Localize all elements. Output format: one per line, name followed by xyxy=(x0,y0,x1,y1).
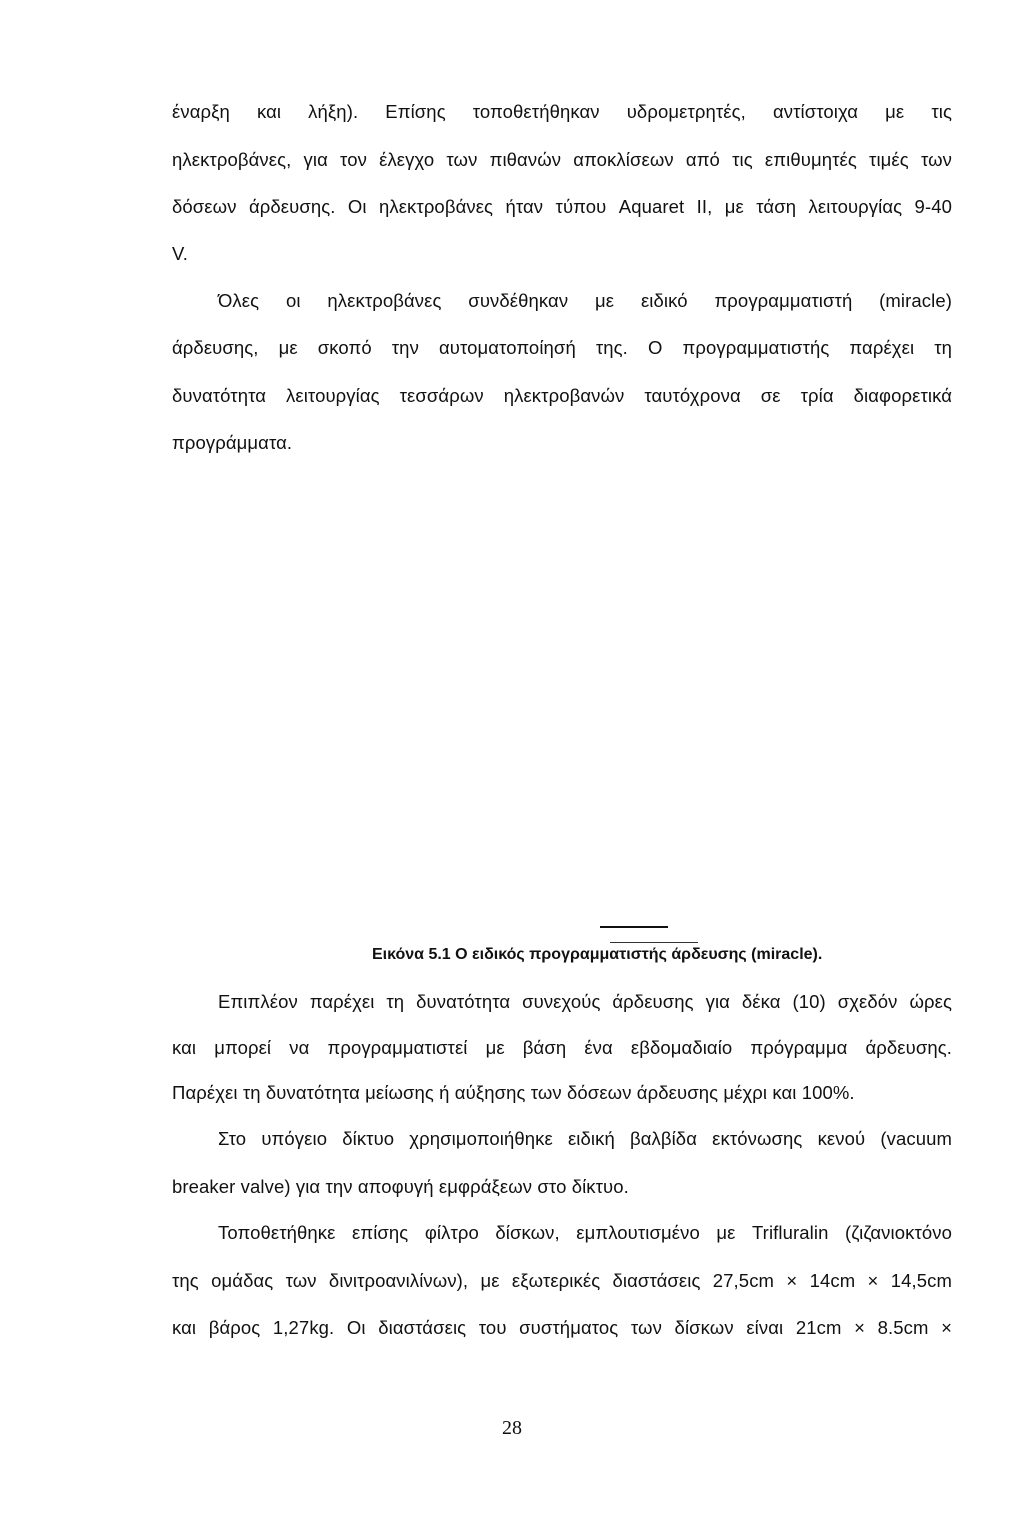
paragraph-2-line-1: Όλες οι ηλεκτροβάνες συνδέθηκαν με ειδικό προγραμματιστή (miracle) xyxy=(218,290,952,311)
figure-rule-top xyxy=(600,926,668,928)
paragraph-1-line-1: έναρξη και λήξη). Επίσης τοποθετήθηκαν υδρομετρητές, αντίστοιχα με τις xyxy=(172,101,952,122)
paragraph-5-line-2: της ομάδας των δινιτροανιλίνων), με εξωτερικές διαστάσεις 27,5cm × 14cm × 14,5cm xyxy=(172,1270,952,1291)
paragraph-3-line-2: και μπορεί να προγραμματιστεί με βάση ένα εβδομαδιαίο πρόγραμμα άρδευσης. xyxy=(172,1037,952,1058)
paragraph-4-line-1: Στο υπόγειο δίκτυο χρησιμοποιήθηκε ειδική βαλβίδα εκτόνωσης κενού (vacuum xyxy=(218,1128,952,1149)
paragraph-3-line-3: Παρέχει τη δυνατότητα μείωσης ή αύξησης των δόσεων άρδευσης μέχρι και 100%. xyxy=(172,1082,855,1103)
paragraph-2-line-4: προγράμματα. xyxy=(172,432,293,453)
paragraph-5-line-1: Τοποθετήθηκε επίσης φίλτρο δίσκων, εμπλουτισμένο με Trifluralin (ζιζανιοκτόνο xyxy=(218,1222,952,1243)
paragraph-2-line-2: άρδευσης, με σκοπό την αυτοματοποίησή της. Ο προγραμματιστής παρέχει τη xyxy=(172,337,952,358)
paragraph-5-line-3: και βάρος 1,27kg. Οι διαστάσεις του συστήματος των δίσκων είναι 21cm × 8.5cm × xyxy=(172,1317,952,1338)
paragraph-1-line-3: δόσεων άρδευσης. Οι ηλεκτροβάνες ήταν τύπου Aquaret II, με τάση λειτουργίας 9-40 xyxy=(172,196,952,217)
page-number: 28 xyxy=(502,1417,522,1439)
paragraph-1-line-4: V. xyxy=(172,243,188,264)
paragraph-2-line-3: δυνατότητα λειτουργίας τεσσάρων ηλεκτροβανών ταυτόχρονα σε τρία διαφορετικά xyxy=(172,385,952,406)
figure-rule-bottom xyxy=(610,942,698,943)
figure-image-area xyxy=(172,470,952,910)
figure-caption: Εικόνα 5.1 Ο ειδικός προγραμματιστής άρδευσης (miracle). xyxy=(372,946,823,963)
paragraph-4-line-2: breaker valve) για την αποφυγή εμφράξεων στο δίκτυο. xyxy=(172,1176,629,1197)
paragraph-1-line-2: ηλεκτροβάνες, για τον έλεγχο των πιθανών αποκλίσεων από τις επιθυμητές τιμές των xyxy=(172,149,952,170)
paragraph-3-line-1: Επιπλέον παρέχει τη δυνατότητα συνεχούς άρδευσης για δέκα (10) σχεδόν ώρες xyxy=(218,991,952,1012)
